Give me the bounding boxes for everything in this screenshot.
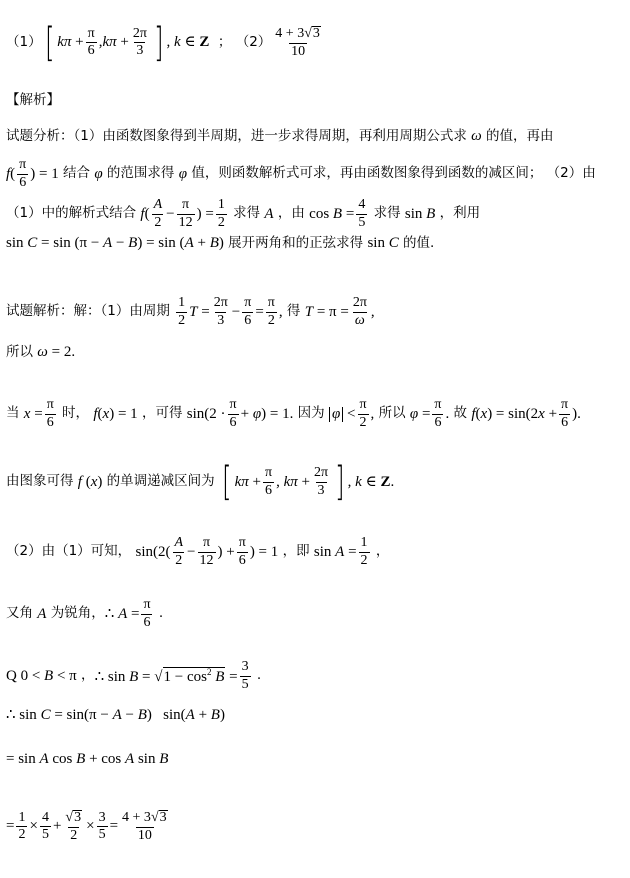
right-bracket: ] (154, 19, 164, 66)
answer-part2-label: （2） (235, 33, 272, 50)
left-bracket: [ (44, 19, 55, 66)
answer-line: （1） [ kπ + $\frac{\pi}{6}$ , kπ + $\frac{2\pi}{3}$ ] , k ∈ Z ； （2） 4 + 3 √ 3 10 (6, 26, 325, 59)
solution-line-4: 由图象可得 f (x) 的单调递减区间为 [ kπ + $\frac{\pi}{6}$ , kπ + $\frac{2\pi}{3}$ ] , k ∈ Z. (6, 459, 395, 506)
solution-line-7: Q 0 < B < π ， ∴ sin B = √ $1 - \cos^2 B$ = $\frac{3}{5}$ . (6, 659, 262, 692)
analysis-line-4: sin C = sin (π − A − B) = sin (A + B) 展开两角和的正弦求得 sin C 的值. (6, 234, 435, 251)
analysis-line-2: f ( $\frac{\pi}{6}$ ) = 1 结合 φ 的范围求得 φ 值，则函数解析式可求，再由函数图象得到函数的减区间； （2）由 (6, 157, 596, 190)
fraction-2pi-over-3: $\frac{2\pi}{3}$ (132, 25, 147, 59)
solution-line-8: ∴ sin C = sin(π − A − B) sin(A + B) (6, 707, 225, 723)
solution-line-2: 所以 ω = 2. (6, 343, 76, 360)
answer-part1-label: （1） (6, 33, 42, 50)
section-heading: 【解析】 (6, 92, 60, 108)
answer-part2-value: 4 + 3 √ 3 10 (275, 26, 320, 59)
solution-line-6: 又角 A 为锐角， ∴ A = $\frac{\pi}{6}$ . (6, 597, 164, 630)
solution-line-10: = $\frac{1}{2}$ × $\frac{4}{5}$ + √ 3 2 × $\frac{3}{5}$ = 4 + 3 √ 3 10 (6, 809, 167, 843)
solution-line-5: （2）由（1）可知， sin(2( $\frac{A}{2}$ − $\frac{\pi}{12}$ ) + $\frac{\pi}{6}$ ) = 1 ，即 sin A = $\frac{1}{2}$ ， (6, 535, 390, 568)
analysis-line-3: （1）中的解析式结合 f ( $\frac{A}{2}$ − $\frac{\pi}{12}$ ) = $\frac{1}{2}$ 求得 A ，由 cos B = $\frac{4}{5}$ 求得 sin B ，利用 (6, 197, 481, 230)
solution-line-9: = sin A cos B + cos A sin B (6, 751, 169, 767)
analysis-line-1: 试题分析：（1）由函数图象得到半周期，进一步求得周期，再利用周期公式求 ω 的值，再由 (6, 127, 554, 144)
solution-line-1: 试题解析：解：（1）由周期 $\frac{1}{2}$ T = $\frac{2\pi}{3}$ − $\frac{\pi}{6}$ = $\frac{\pi}{2}$ , 得 T = π = $\frac{2\pi}{\omega}$ , (6, 295, 375, 328)
solution-line-3: 当 x = $\frac{\pi}{6}$ 时， f(x) = 1 ，可得 sin(2 · $\frac{\pi}{6}$ + φ) = 1. 因为 φ < $\frac{\pi}{2}$ , 所以 φ = $\frac{\pi}{6}$ . 故 f(x) = sin(2x + $\frac{\pi}{6}$ ). (6, 397, 581, 430)
fraction-pi-over-6: $\frac{\pi}{6}$ (87, 25, 95, 59)
